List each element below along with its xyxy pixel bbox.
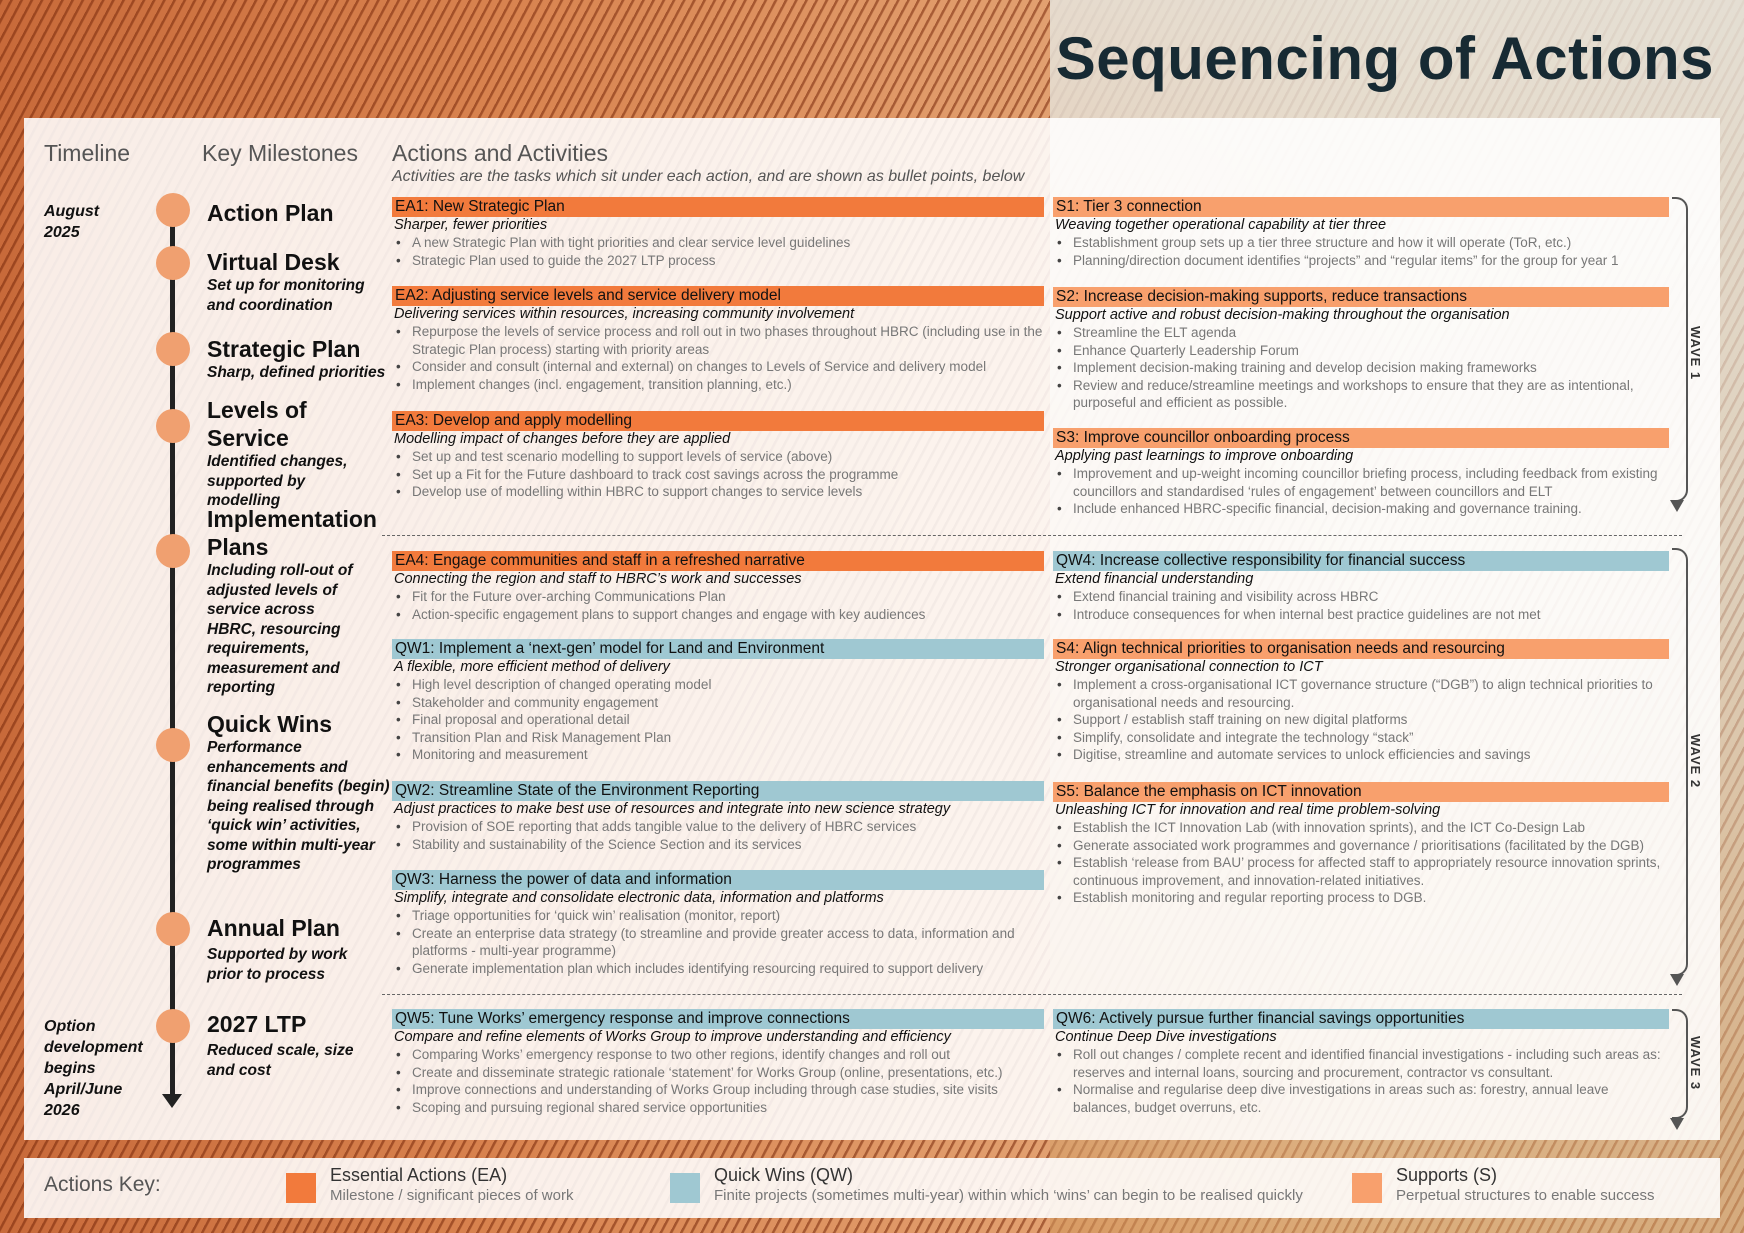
action-title: S5: Balance the emphasis on ICT innovation [1053, 782, 1669, 802]
milestone-strategic-plan: Strategic Plan Sharp, defined priorities [207, 336, 386, 381]
key-title: Actions Key: [44, 1173, 161, 1196]
activity-bullet: • Set up and test scenario modelling to support levels of service (above) [392, 448, 1044, 466]
action-qw2 [392, 781, 1044, 853]
activity-bullet: • Final proposal and operational detail [392, 711, 1044, 729]
action-qw6 [1053, 1009, 1669, 1116]
milestone-levels-of-service: Levels of Service Identified changes, supported by modelling [207, 397, 348, 509]
action-subtitle: Compare and refine elements of Works Group to improve understanding and efficiency [394, 1029, 951, 1045]
action-title: EA4: Engage communities and staff in a refreshed narrative [392, 551, 1044, 571]
wave-3-arrow [1670, 1118, 1684, 1130]
activity-bullet: • Comparing Works’ emergency response to two other regions, identify changes and roll out [392, 1046, 1044, 1064]
activity-bullet: • Provision of SOE reporting that adds tangible value to the delivery of HBRC services [392, 818, 1044, 836]
action-subtitle: Weaving together operational capability at tier three [1055, 217, 1387, 233]
wave-divider [382, 535, 1682, 536]
activity-bullet: • Repurpose the levels of service process and roll out in two phases throughout HBRC (including use in the Strategic Plan process) starting with priority areas [392, 323, 1044, 358]
action-subtitle: A flexible, more efficient method of delivery [394, 659, 670, 675]
date-end: Option development begins April/June 2026 [44, 1018, 143, 1119]
activity-bullet: • Implement decision-making training and develop decision making frameworks [1053, 359, 1669, 377]
wave-1-arrow [1670, 500, 1684, 512]
activity-bullet: • Establish the ICT Innovation Lab (with innovation sprints), and the ICT Co-Design Lab [1053, 819, 1669, 837]
wave-3-label: WAVE 3 [1688, 1036, 1703, 1091]
activity-bullet: • Roll out changes / complete recent and identified financial investigations - including such areas as: reserves and internal loans, sourcing and procurement, contractor vs consultant. [1053, 1046, 1669, 1081]
milestone-dot [156, 912, 190, 946]
action-subtitle: Connecting the region and staff to HBRC’s work and successes [394, 571, 802, 587]
action-qw4 [1053, 551, 1669, 623]
activity-bullet: • Improvement and up-weight incoming councillor briefing process, including feedback from existing councillors and standardised ‘rules of engagement’ between councillors and ELT [1053, 465, 1669, 500]
activity-bullet: • Implement changes (incl. engagement, transition planning, etc.) [392, 376, 1044, 394]
activity-bullet: • Triage opportunities for ‘quick win’ realisation (monitor, report) [392, 907, 1044, 925]
actions-header: Actions and Activities [392, 140, 609, 166]
action-s1 [1053, 197, 1669, 269]
milestone-quick-wins: Quick Wins Performance enhancements and financial benefits (begin) being realised through ‘quick win’ activities, some within multi-year programmes [207, 711, 390, 873]
action-subtitle: Stronger organisational connection to ICT [1055, 659, 1323, 675]
activity-bullet: • Normalise and regularise deep dive investigations in areas such as: forestry, annual leave balances, budget overruns, etc. [1053, 1081, 1669, 1116]
wave-divider [382, 994, 1682, 995]
action-title: QW1: Implement a ‘next-gen’ model for Land and Environment [392, 639, 1044, 659]
action-s2 [1053, 287, 1669, 412]
milestone-annual-plan: Annual Plan Supported by work prior to process [207, 915, 348, 983]
action-title: QW6: Actively pursue further financial savings opportunities [1053, 1009, 1669, 1029]
wave-3-brace [1672, 1009, 1688, 1119]
activity-bullet: • Scoping and pursuing regional shared service opportunities [392, 1099, 1044, 1117]
milestone-dot [156, 246, 190, 280]
action-s5 [1053, 782, 1669, 907]
action-title: S1: Tier 3 connection [1053, 197, 1669, 217]
action-subtitle: Applying past learnings to improve onboarding [1055, 448, 1354, 464]
activity-bullet: • Transition Plan and Risk Management Plan [392, 729, 1044, 747]
activity-bullet: • Include enhanced HBRC-specific financial, decision-making and governance training. [1053, 500, 1669, 518]
milestone-dot [156, 1009, 190, 1043]
action-subtitle: Simplify, integrate and consolidate electronic data, information and platforms [394, 890, 884, 906]
activity-bullet: • Consider and consult (internal and external) on changes to Levels of Service and delivery model [392, 358, 1044, 376]
activity-bullet: • Strategic Plan used to guide the 2027 LTP process [392, 252, 1044, 270]
action-title: QW2: Streamline State of the Environment Reporting [392, 781, 1044, 801]
activity-bullet: • Fit for the Future over-arching Communications Plan [392, 588, 1044, 606]
action-s3 [1053, 428, 1669, 518]
activity-bullet: • Create an enterprise data strategy (to streamline and provide greater access to data, information and platforms - multi-year programme) [392, 925, 1044, 960]
action-subtitle: Unleashing ICT for innovation and real time problem-solving [1055, 802, 1441, 818]
action-title: QW3: Harness the power of data and information [392, 870, 1044, 890]
action-qw1 [392, 639, 1044, 764]
wave-2-label: WAVE 2 [1688, 734, 1703, 789]
action-qw5 [392, 1009, 1044, 1116]
wave-1-label: WAVE 1 [1688, 326, 1703, 381]
milestone-dot [156, 409, 190, 443]
action-ea1 [392, 197, 1044, 269]
action-ea3 [392, 411, 1044, 501]
activity-bullet: • Stability and sustainability of the Science Section and its services [392, 836, 1044, 854]
action-title: S2: Increase decision-making supports, reduce transactions [1053, 287, 1669, 307]
action-title: S3: Improve councillor onboarding process [1053, 428, 1669, 448]
page-title: Sequencing of Actions [1055, 25, 1714, 92]
milestone-virtual-desk: Virtual Desk Set up for monitoring and coordination [207, 249, 365, 314]
wave-2-arrow [1670, 974, 1684, 986]
activity-bullet: • Digitise, streamline and automate services to unlock efficiencies and savings [1053, 746, 1669, 764]
milestone-dot [156, 728, 190, 762]
activity-bullet: • Review and reduce/streamline meetings and workshops to ensure that they are as intentional, purposeful and efficient as possible. [1053, 377, 1669, 412]
activity-bullet: • Implement a cross-organisational ICT governance structure (“DGB”) to align technical priorities to organisational needs and resourcing. [1053, 676, 1669, 711]
milestones-header: Key Milestones [202, 140, 358, 166]
action-qw3 [392, 870, 1044, 977]
action-s4 [1053, 639, 1669, 764]
milestone-implementation-plans: Implementation Plans Including roll-out of adjusted levels of service across HBRC, resourcing requirements, measurement and reporting [207, 506, 377, 696]
activity-bullet: • Create and disseminate strategic rationale ‘statement’ for Works Group (online, presentations, etc.) [392, 1064, 1044, 1082]
milestone-dot [156, 332, 190, 366]
activity-bullet: • Enhance Quarterly Leadership Forum [1053, 342, 1669, 360]
activity-bullet: • Introduce consequences for when internal best practice guidelines are not met [1053, 606, 1669, 624]
action-subtitle: Extend financial understanding [1055, 571, 1254, 587]
milestone-action-plan: Action Plan [207, 200, 334, 226]
activity-bullet: • A new Strategic Plan with tight priorities and clear service level guidelines [392, 234, 1044, 252]
milestone-dot [156, 193, 190, 227]
action-subtitle: Sharper, fewer priorities [394, 217, 548, 233]
timeline-header: Timeline [44, 140, 131, 166]
action-subtitle: Support active and robust decision-making throughout the organisation [1055, 307, 1510, 323]
milestone-2027-ltp: 2027 LTP Reduced scale, size and cost [207, 1011, 354, 1079]
activity-bullet: • Support / establish staff training on new digital platforms [1053, 711, 1669, 729]
actions-subheader: Activities are the tasks which sit under each action, and are shown as bullet points, below [392, 168, 1025, 185]
activity-bullet: • Set up a Fit for the Future dashboard to track cost savings across the programme [392, 466, 1044, 484]
action-title: QW4: Increase collective responsibility for financial success [1053, 551, 1669, 571]
action-title: QW5: Tune Works’ emergency response and improve connections [392, 1009, 1044, 1029]
activity-bullet: • Monitoring and measurement [392, 746, 1044, 764]
activity-bullet: • Develop use of modelling within HBRC to support changes to service levels [392, 483, 1044, 501]
action-subtitle: Delivering services within resources, increasing community involvement [394, 306, 855, 322]
key-swatch [286, 1173, 316, 1203]
activity-bullet: • Extend financial training and visibility across HBRC [1053, 588, 1669, 606]
activity-bullet: • High level description of changed operating model [392, 676, 1044, 694]
action-subtitle: Continue Deep Dive investigations [1055, 1029, 1277, 1045]
activity-bullet: • Improve connections and understanding of Works Group including through case studies, site visits [392, 1081, 1044, 1099]
action-title: EA2: Adjusting service levels and service delivery model [392, 286, 1044, 306]
timeline-arrow [162, 1094, 182, 1108]
action-ea2 [392, 286, 1044, 393]
key-swatch [670, 1173, 700, 1203]
action-title: EA1: New Strategic Plan [392, 197, 1044, 217]
activity-bullet: • Generate associated work programmes and governance / prioritisations (facilitated by the DGB) [1053, 837, 1669, 855]
milestone-dot [156, 534, 190, 568]
wave-2-brace [1672, 548, 1688, 976]
activity-bullet: • Establish monitoring and regular reporting process to DGB. [1053, 889, 1669, 907]
key-swatch [1352, 1173, 1382, 1203]
activity-bullet: • Establishment group sets up a tier three structure and how it will operate (ToR, etc.) [1053, 234, 1669, 252]
activity-bullet: • Simplify, consolidate and integrate the technology “stack” [1053, 729, 1669, 747]
activity-bullet: • Planning/direction document identifies “projects” and “regular items” for the group for year 1 [1053, 252, 1669, 270]
activity-bullet: • Streamline the ELT agenda [1053, 324, 1669, 342]
action-subtitle: Modelling impact of changes before they are applied [394, 431, 731, 447]
activity-bullet: • Generate implementation plan which includes identifying resourcing required to support delivery [392, 960, 1044, 978]
action-ea4 [392, 551, 1044, 623]
activity-bullet: • Establish ‘release from BAU’ process for affected staff to appropriately resource innovation sprints, continuous improvement, and innovation-related initiatives. [1053, 854, 1669, 889]
date-start: August 2025 [44, 203, 100, 241]
activity-bullet: • Stakeholder and community engagement [392, 694, 1044, 712]
action-subtitle: Adjust practices to make best use of resources and integrate into new science strategy [394, 801, 951, 817]
wave-1-brace [1672, 197, 1688, 502]
action-title: S4: Align technical priorities to organisation needs and resourcing [1053, 639, 1669, 659]
action-title: EA3: Develop and apply modelling [392, 411, 1044, 431]
activity-bullet: • Action-specific engagement plans to support changes and engage with key audiences [392, 606, 1044, 624]
